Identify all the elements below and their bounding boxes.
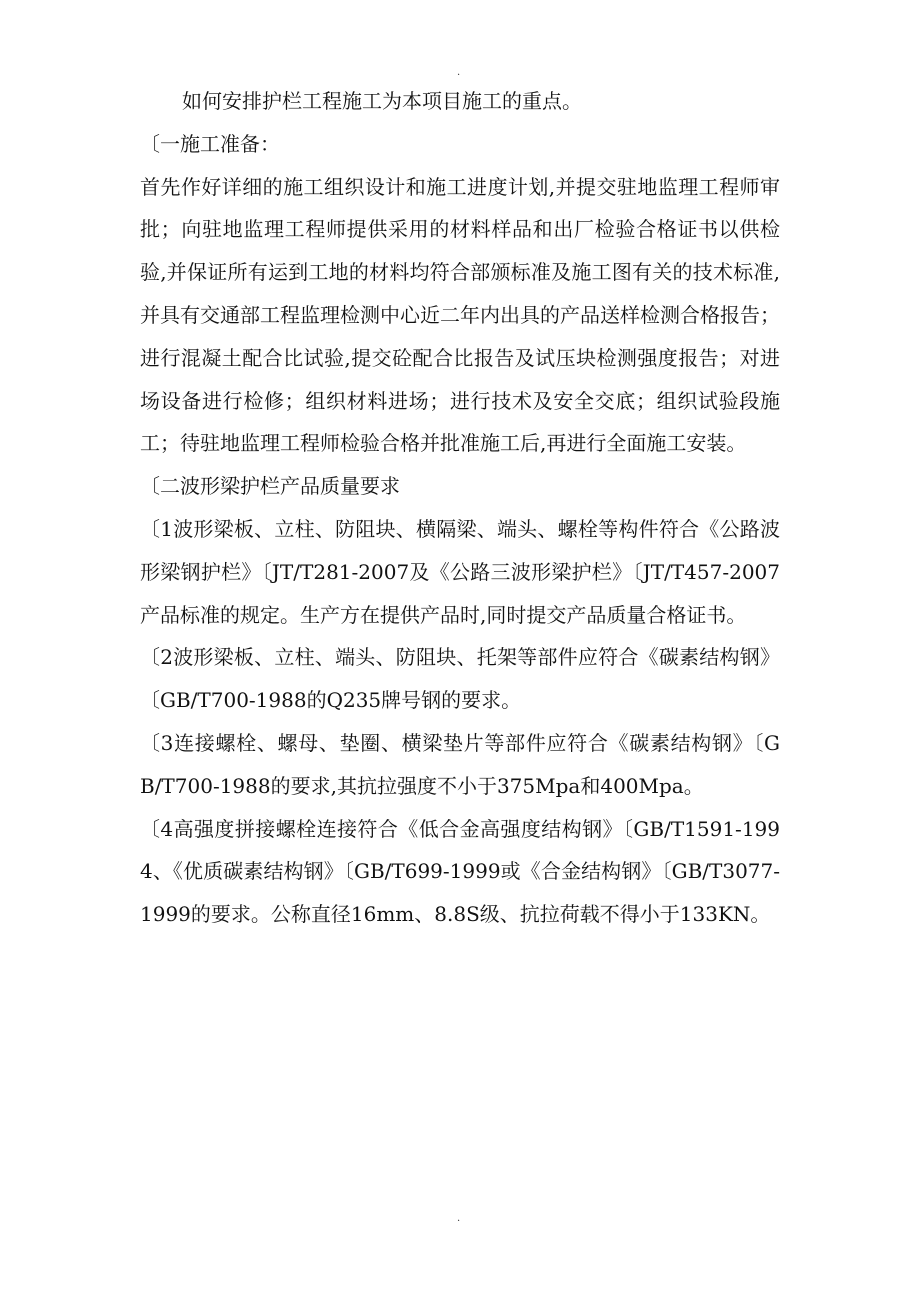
heading-construction-preparation: 〔一施工准备： xyxy=(140,131,280,156)
footer-mark: . xyxy=(457,1213,461,1224)
header-mark: . xyxy=(457,67,461,78)
paragraph-requirement-3: 〔3连接螺栓、螺母、垫圈、横梁垫片等部件应符合《碳素结构钢》〔GB/T700-1988的要求,其抗拉强度不小于375Mpa和400Mpa。 xyxy=(140,730,780,798)
heading-product-quality: 〔二波形梁护栏产品质量要求 xyxy=(140,474,400,499)
paragraph-requirement-1: 〔1波形梁板、立柱、防阻块、横隔梁、端头、螺栓等构件符合《公路波形梁钢护栏》〔JT/T281-2007及《公路三波形梁护栏》〔JT/T457-2007产品标准的规定。生产方在提供产品时,同时提交产品质量合格证书。 xyxy=(140,516,780,627)
paragraph-requirement-2: 〔2波形梁板、立柱、端头、防阻块、托架等部件应符合《碳素结构钢》〔GB/T700-1988的Q235牌号钢的要求。 xyxy=(140,645,780,713)
paragraph-requirement-4: 〔4高强度拼接螺栓连接符合《低合金高强度结构钢》〔GB/T1591-1994、《优质碳素结构钢》〔GB/T699-1999或《合金结构钢》〔GB/T3077-1999的要求。公称直径16mm、8.8S级、抗拉荷载不得小于133KN。 xyxy=(140,816,780,927)
paragraph-preparation-details: 首先作好详细的施工组织设计和施工进度计划,并提交驻地监理工程师审批；向驻地监理工程师提供采用的材料样品和出厂检验合格证书以供检验,并保证所有运到工地的材料均符合部颁标准及施工图有关的技术标准,并具有交通部工程监理检测中心近二年内出具的产品送样检测合格报告；进行混凝土配合比试验,提交砼配合比报告及试压块检测强度报告；对进场设备进行检修；组织材料进场；进行技术及安全交底；组织试验段施工；待驻地监理工程师检验合格并批准施工后,再进行全面施工安装。 xyxy=(140,174,780,456)
paragraph-intro: 如何安排护栏工程施工为本项目施工的重点。 xyxy=(182,89,582,113)
document-body xyxy=(140,80,780,936)
